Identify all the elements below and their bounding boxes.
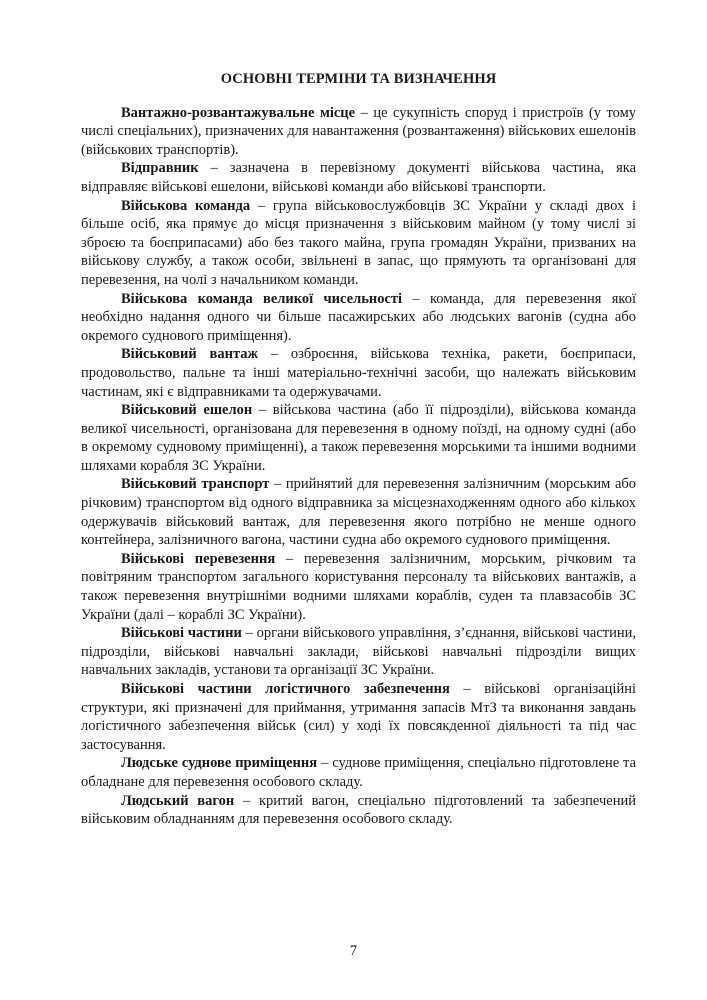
definition-text: суднове приміщення, спеціально підготовлене та обладнане для перевезення особового складу.: [81, 755, 637, 790]
definition-paragraph: [81, 159, 636, 196]
definition-term: Людське суднове приміщення: [121, 755, 318, 772]
definition-term: Військовий ешелон: [121, 402, 253, 419]
definition-paragraph: [81, 290, 636, 346]
definition-text: це сукупність споруд і пристроїв (у тому числі спеціальних), призначених для навантаження (розвантаження) військових ешелонів (військових транспортів).: [81, 104, 636, 158]
definition-separator: –: [258, 346, 291, 363]
definition-separator: –: [241, 625, 257, 642]
definition-term: Військовий вантаж: [121, 346, 259, 363]
definition-text: органи військового управління, з’єднання, військові частини, підрозділи, військові навчальні заклади, військові навчальні підрозділи вищих навчальних закладів, установи та організації ЗС України.: [81, 625, 636, 679]
definition-paragraph: [81, 104, 636, 160]
definition-paragraph: [81, 680, 636, 754]
definition-paragraph: [81, 197, 636, 290]
page-number: 7: [349, 943, 358, 959]
definition-separator: –: [402, 290, 430, 307]
definition-separator: –: [355, 104, 374, 121]
definition-paragraph: [81, 754, 636, 791]
definition-paragraph: [81, 792, 636, 829]
definition-text: військові організаційні структури, які призначені для приймання, утримання запасів МтЗ та виконання завдань логістичного забезпечення військ (сил) у ході їх повсякденної діяльності та під час застосування.: [81, 681, 637, 753]
definition-separator: –: [449, 681, 485, 697]
page-title: ОСНОВНІ ТЕРМІНИ ТА ВИЗНАЧЕННЯ: [220, 71, 497, 87]
definition-separator: –: [234, 792, 259, 809]
definition-term: Людський вагон: [121, 792, 235, 809]
definition-separator: –: [252, 402, 273, 419]
definition-text: перевезення залізничним, морським, річковим та повітряним транспортом загального користування персоналу та військових вантажів, а також перевезення внутрішніми водними шляхами кораблів, суден та плавзасобів ЗС України (далі – кораблі ЗС України).: [81, 550, 636, 623]
definition-paragraph: [81, 345, 636, 401]
definition-separator: –: [198, 160, 230, 177]
definition-text: озброєння, військова техніка, ракети, боєприпаси, продовольство, пальне та інші матеріально-технічні засоби, що належать військовим частинам, які є відправниками та одержувачами.: [81, 346, 637, 400]
definition-text: військова частина (або її підрозділи), військова команда великої чисельності, організована для перевезення в одному поїзді, на одному судні (або в окремому судновому приміщенні), а також перевезення морськими та іншими водними шляхами корабля ЗС України.: [81, 402, 637, 474]
definition-term: Відправник: [121, 160, 199, 177]
definition-separator: –: [317, 755, 333, 772]
definition-term: Військова команда великої чисельності: [121, 290, 403, 307]
definition-term: Військова команда: [121, 197, 251, 214]
definition-separator: –: [269, 476, 286, 493]
page-content: [81, 70, 636, 829]
definition-paragraph: [81, 401, 636, 475]
definition-text: зазначена в перевізному документі військова частина, яка відправляє військові ешелони, військові команди або військові транспорти.: [81, 160, 636, 195]
definition-text: критий вагон, спеціально підготовлений та забезпечений військовим обладнанням для перевезення особового складу.: [81, 792, 637, 828]
definition-term: Вантажно-розвантажувальне місце: [121, 104, 356, 121]
definition-paragraph: [81, 475, 636, 549]
definition-paragraph: [81, 550, 636, 624]
definition-separator: –: [275, 550, 304, 567]
definition-term: Військові перевезення: [121, 550, 276, 567]
definition-text: група військовослужбовців ЗС України у складі двох і більше осіб, яка прямує до місця призначення з військовим майном (у тому числі зі зброєю та боєприпасами) або без такого майна, група громадян України, призваних на військову службу, а також особи, звільнені в запас, що прямують та організовані для перевезення, на чолі з начальником команди.: [81, 197, 637, 288]
definition-term: Військовий транспорт: [121, 476, 270, 493]
definition-separator: –: [250, 197, 273, 214]
definition-text: команда, для перевезення якої необхідно надання одного чи більше пасажирських або людських вагонів (судна або окремого суднового приміщення).: [81, 290, 637, 344]
definition-term: Військові частини логістичного забезпечення: [121, 681, 450, 697]
definition-term: Військові частини: [121, 625, 242, 642]
definition-paragraph: [81, 624, 636, 680]
definition-text: прийнятий для перевезення залізничним (морським або річковим) транспортом від одного відправника за місцезнаходженням одного або кількох одержувачів військовий вантаж, для перевезення якого потрібно не менше одного контейнера, залізничного вагона, частини судна або окремого суднового приміщення.: [81, 476, 637, 549]
